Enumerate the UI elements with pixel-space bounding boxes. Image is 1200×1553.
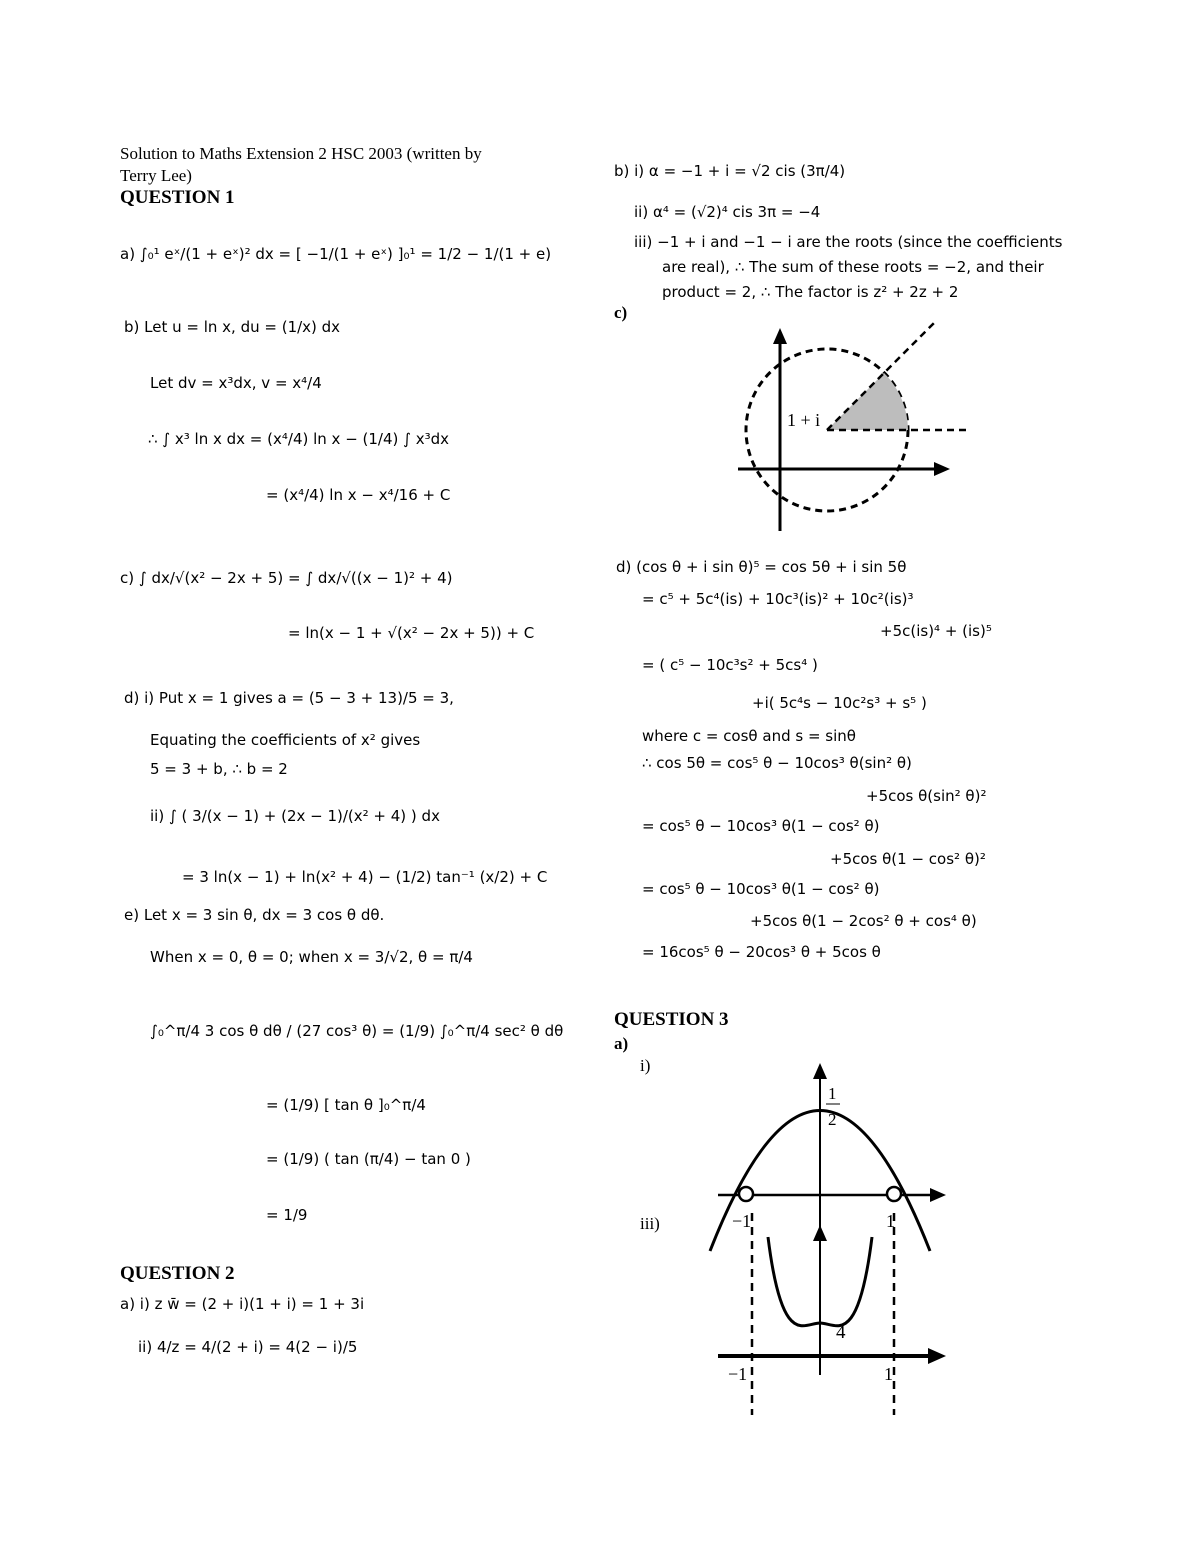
graph-i-x-label-right: 1	[886, 1211, 895, 1231]
graph-iii-x-label-right: 1	[884, 1364, 893, 1384]
q2b-line-2: ii) α⁴ = (√2)⁴ cis 3π = −4	[634, 203, 821, 221]
imaginary-axis-arrow	[773, 328, 787, 344]
q1d-line-5: = 3 ln(x − 1) + ln(x² + 4) − (1/2) tan⁻¹ (x/2) + C	[182, 868, 548, 886]
graph-i-intercept-den: 2	[828, 1110, 837, 1129]
header-line-1: Solution to Maths Extension 2 HSC 2003 (written by	[120, 144, 482, 163]
graph-i-y-arrow	[813, 1063, 827, 1079]
q1e-line-5: = (1/9) ( tan (π/4) − tan 0 )	[266, 1150, 471, 1168]
q2d-line-2: = c⁵ + 5c⁴(is) + 10c³(is)² + 10c²(is)³	[642, 590, 914, 608]
header-line-2: Terry Lee)	[120, 166, 192, 185]
q3a-i-label: i)	[640, 1056, 651, 1075]
q2d-line-6: where c = cosθ and s = sinθ	[642, 727, 856, 745]
graph-iii-x-arrow	[928, 1348, 946, 1364]
graph-iii-min-label: 4	[836, 1322, 846, 1343]
q1b-line-4: = (x⁴/4) ln x − x⁴/16 + C	[266, 486, 451, 504]
question-3-heading: QUESTION 3	[614, 1009, 729, 1030]
graph-iii-y-arrow	[813, 1225, 827, 1241]
q2d-line-7: ∴ cos 5θ = cos⁵ θ − 10cos³ θ(sin² θ)	[642, 754, 912, 772]
q2c-label: c)	[614, 303, 628, 322]
q2d-line-9: = cos⁵ θ − 10cos³ θ(1 − cos² θ)	[642, 817, 880, 835]
q2d-line-11: = cos⁵ θ − 10cos³ θ(1 − cos² θ)	[642, 880, 880, 898]
q2d-line-3: +5c(is)⁴ + (is)⁵	[880, 622, 992, 640]
argand-diagram	[730, 318, 980, 538]
q1d-line-3: 5 = 3 + b, ∴ b = 2	[150, 760, 288, 778]
q2d-line-5: +i( 5c⁴s − 10c²s³ + s⁵ )	[752, 694, 927, 712]
q1a-integral: a) ∫₀¹ eˣ/(1 + eˣ)² dx = [ −1/(1 + eˣ) ]₀¹ = 1/2 − 1/(1 + e)	[120, 245, 552, 263]
graph-i-x-label-left: −1	[732, 1211, 752, 1231]
graph-i-open-point-right	[887, 1187, 901, 1201]
q1e-line-4: = (1/9) [ tan θ ]₀^π/4	[266, 1096, 426, 1114]
q2a-line-2: ii) 4/z = 4/(2 + i) = 4(2 − i)/5	[138, 1338, 358, 1356]
question-2-heading: QUESTION 2	[120, 1263, 235, 1284]
q1c-line-2: = ln(x − 1 + √(x² − 2x + 5)) + C	[288, 624, 535, 642]
q3-graphs	[700, 1055, 960, 1420]
q2a-line-1: a) i) z w̄ = (2 + i)(1 + i) = 1 + 3i	[120, 1295, 365, 1313]
graph-i-open-point-left	[739, 1187, 753, 1201]
real-axis-arrow	[934, 462, 950, 476]
graph-i-x-arrow	[930, 1188, 946, 1202]
point-label: 1 + i	[787, 410, 821, 430]
q2b-line-1: b) i) α = −1 + i = √2 cis (3π/4)	[614, 162, 846, 180]
q1b-line-1: b) Let u = ln x, du = (1/x) dx	[124, 318, 341, 336]
question-1-heading: QUESTION 1	[120, 187, 235, 208]
q1b-line-2: Let dv = x³dx, v = x⁴/4	[150, 374, 322, 392]
q2d-line-1: d) (cos θ + i sin θ)⁵ = cos 5θ + i sin 5θ	[616, 558, 907, 576]
q1c-line-1: c) ∫ dx/√(x² − 2x + 5) = ∫ dx/√((x − 1)² + 4)	[120, 569, 453, 587]
q1e-line-6: = 1/9	[266, 1206, 308, 1224]
q1e-line-1: e) Let x = 3 sin θ, dx = 3 cos θ dθ.	[124, 906, 385, 924]
q3a-label: a)	[614, 1034, 629, 1053]
q2d-line-12: +5cos θ(1 − 2cos² θ + cos⁴ θ)	[750, 912, 977, 930]
q2d-line-4: = ( c⁵ − 10c³s² + 5cs⁴ )	[642, 656, 818, 674]
q1e-line-3: ∫₀^π/4 3 cos θ dθ / (27 cos³ θ) = (1/9) ∫₀^π/4 sec² θ dθ	[150, 1022, 564, 1040]
q3a-iii-label: iii)	[640, 1214, 660, 1233]
q1b-line-3: ∴ ∫ x³ ln x dx = (x⁴/4) ln x − (1/4) ∫ x³dx	[148, 430, 450, 448]
q1d-line-1: d) i) Put x = 1 gives a = (5 − 3 + 13)/5 = 3,	[124, 689, 454, 707]
graph-i-intercept-num: 1	[828, 1084, 837, 1103]
q2b-line-4: are real), ∴ The sum of these roots = −2, and their	[662, 258, 1044, 276]
q1d-line-2: Equating the coefficients of x² gives	[150, 731, 421, 749]
q2d-line-8: +5cos θ(sin² θ)²	[866, 787, 987, 805]
q2d-line-10: +5cos θ(1 − cos² θ)²	[830, 850, 986, 868]
q2b-line-3: iii) −1 + i and −1 − i are the roots (since the coefficients	[634, 233, 1063, 251]
q2d-line-13: = 16cos⁵ θ − 20cos³ θ + 5cos θ	[642, 943, 881, 961]
graph-iii-x-label-left: −1	[728, 1364, 748, 1384]
q1d-line-4: ii) ∫ ( 3/(x − 1) + (2x − 1)/(x² + 4) ) dx	[150, 807, 440, 825]
q2b-line-5: product = 2, ∴ The factor is z² + 2z + 2	[662, 283, 959, 301]
q1e-line-2: When x = 0, θ = 0; when x = 3/√2, θ = π/4	[150, 948, 473, 966]
shaded-sector	[827, 373, 908, 430]
